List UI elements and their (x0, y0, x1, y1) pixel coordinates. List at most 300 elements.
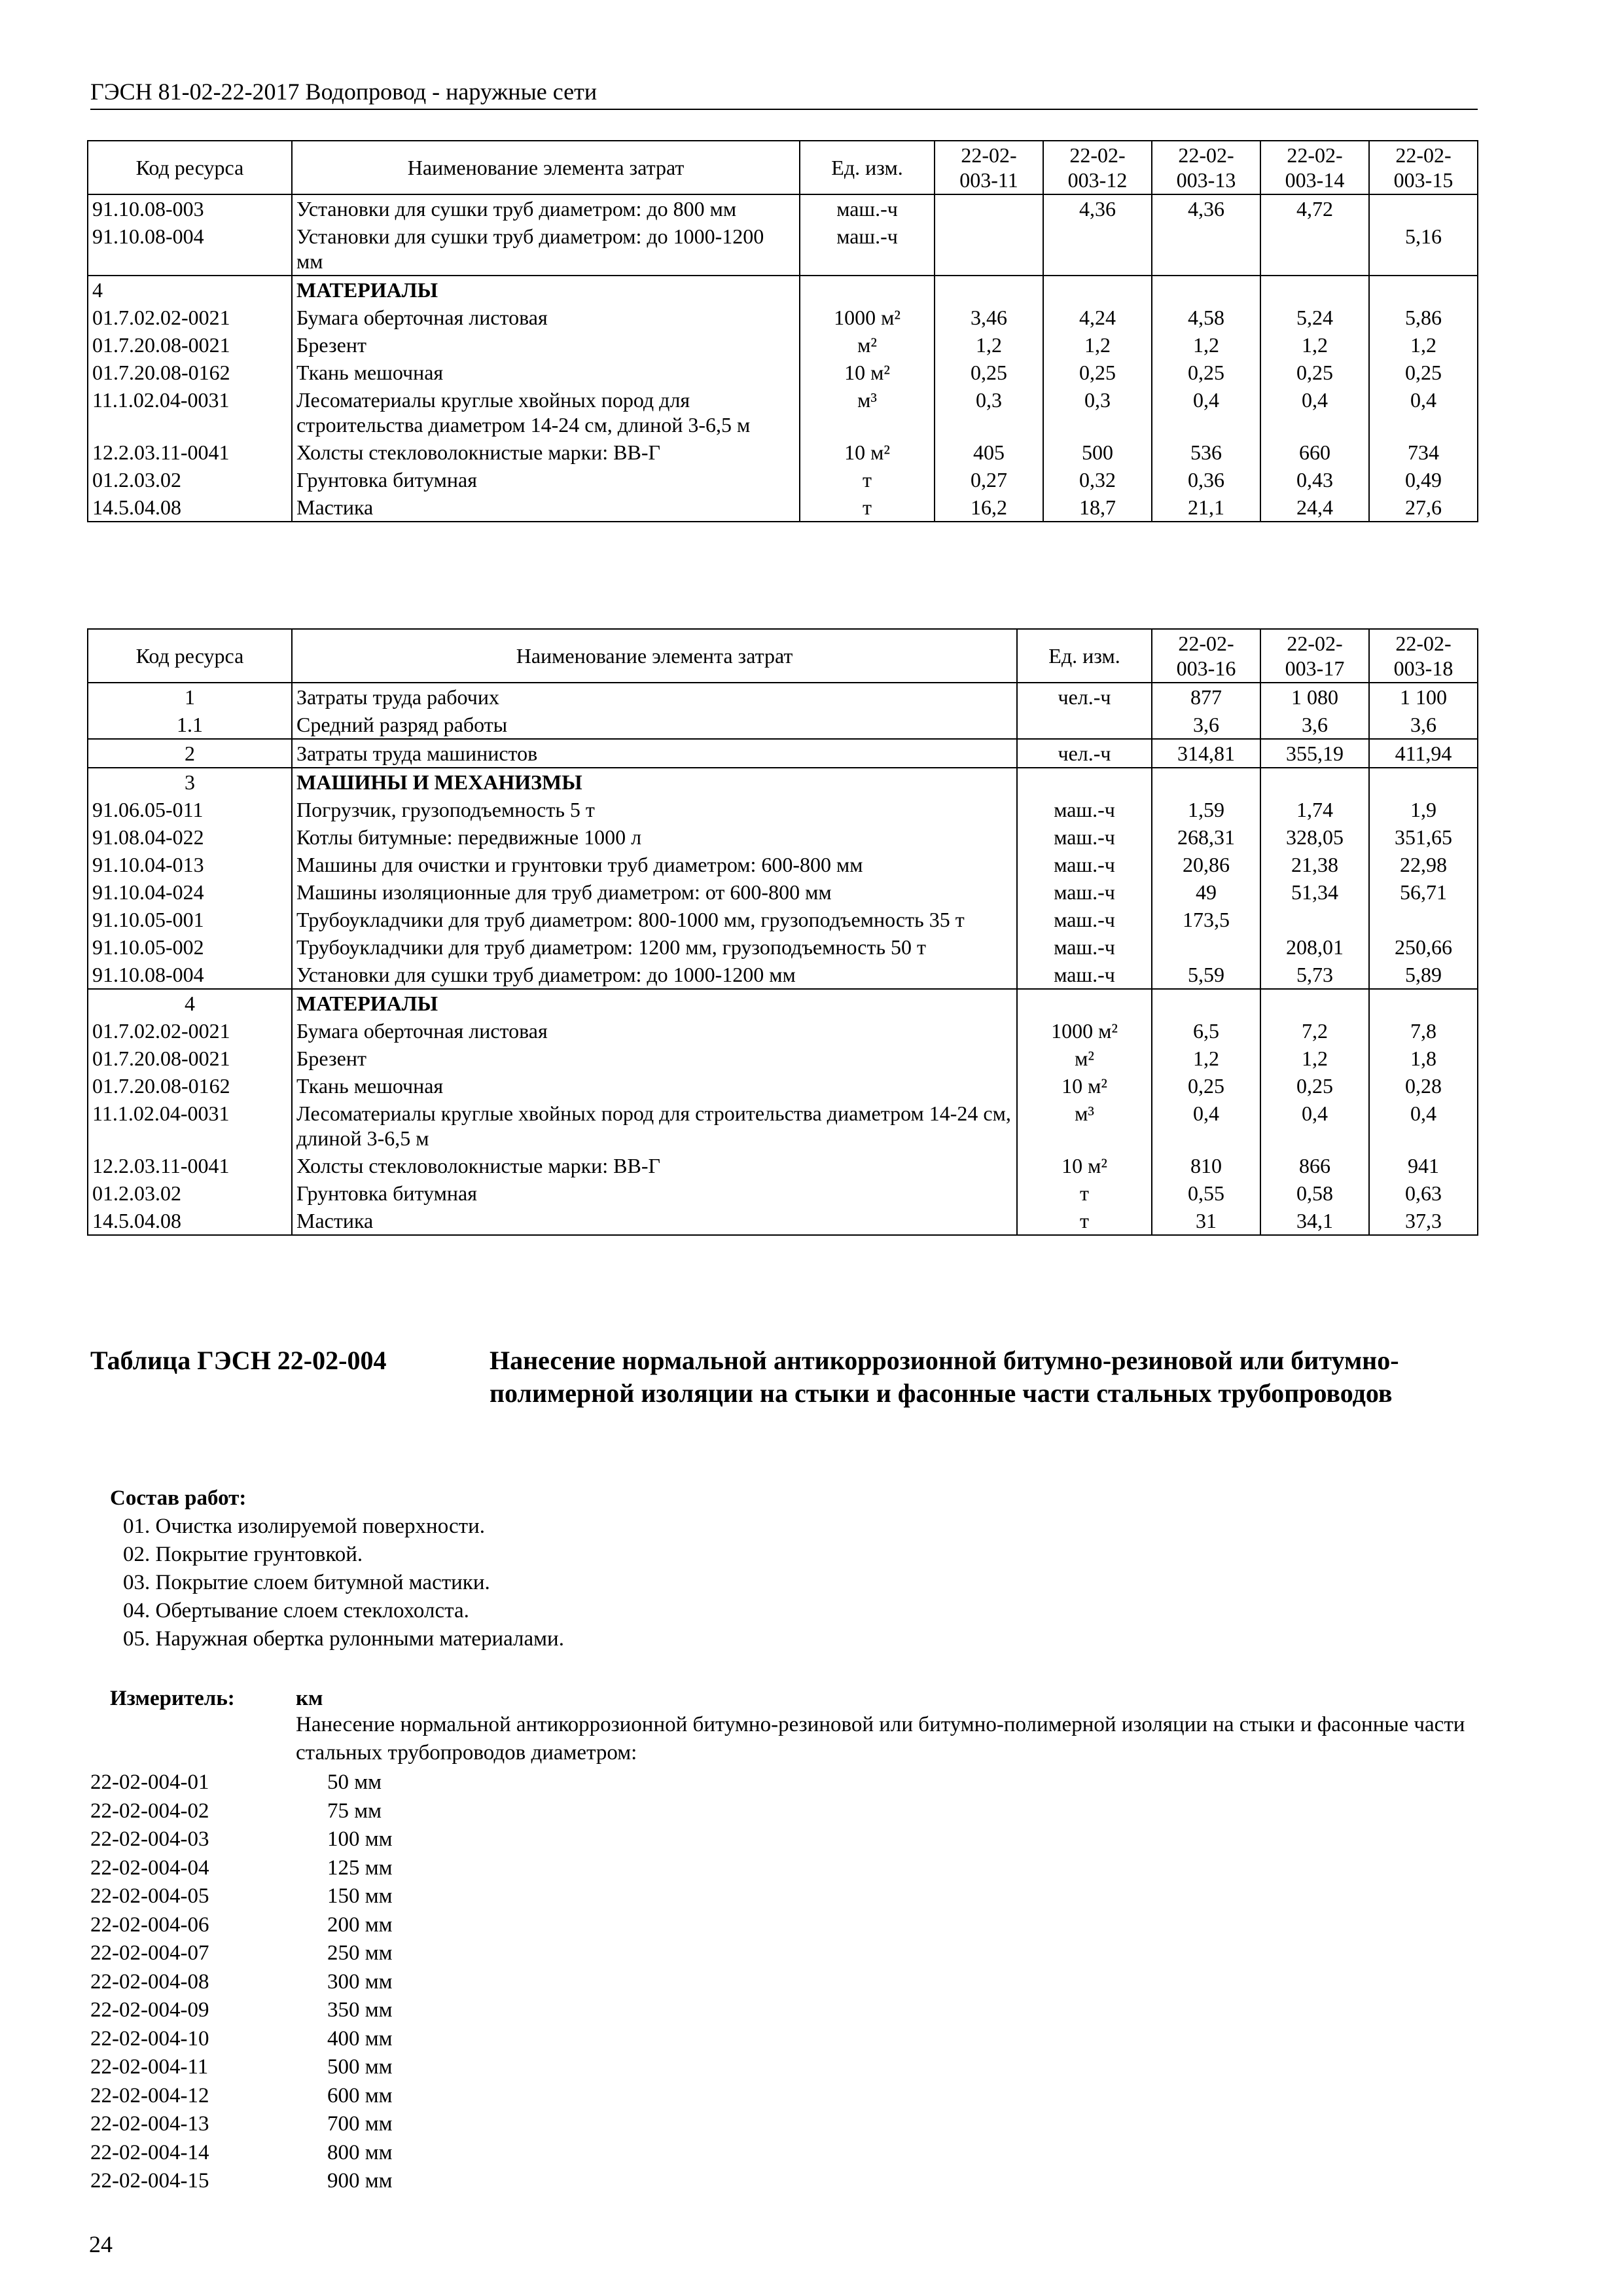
table-title-name: Нанесение нормальной антикоррозионной битумно-резиновой или битумно-полимерной изоляции на стыки и фасонные части стальных трубопроводов (490, 1346, 1399, 1408)
cell-code: 91.10.04-024 (88, 878, 292, 906)
cell-value: 0,4 (1260, 1100, 1369, 1152)
cell-value: 1 080 (1260, 683, 1369, 711)
cell-value: 0,25 (935, 359, 1043, 386)
table-header-row (88, 629, 1478, 683)
cell-code: 91.10.05-001 (88, 906, 292, 933)
list-item (90, 2110, 393, 2139)
item-diameter: 900 мм (327, 2169, 393, 2193)
cell-value: 51,34 (1260, 878, 1369, 906)
item-diameter: 700 мм (327, 2112, 393, 2136)
item-code: 22-02-004-11 (90, 2055, 209, 2079)
cell-name: Холсты стекловолокнистые марки: ВВ-Г (292, 1152, 1017, 1179)
cell-value (1152, 989, 1260, 1017)
cell-name: Установки для сушки труб диаметром: до 1000-1200 мм (292, 961, 1017, 989)
cell-value: 0,36 (1152, 466, 1260, 493)
cell-code: 14.5.04.08 (88, 493, 292, 522)
cell-unit (1017, 711, 1152, 739)
table-row (88, 1179, 1478, 1207)
cell-value: 27,6 (1369, 493, 1478, 522)
cell-code: 1.1 (88, 711, 292, 739)
cell-value: 0,49 (1369, 466, 1478, 493)
cell-unit: 10 м² (1017, 1152, 1152, 1179)
cell-name: Мастика (292, 1207, 1017, 1235)
col-value-header: 22-02- 003-17 (1260, 629, 1369, 683)
cell-code: 91.10.05-002 (88, 933, 292, 961)
table-row (88, 796, 1478, 823)
cell-value (1152, 768, 1260, 796)
list-item (90, 1939, 393, 1968)
cell-unit: 10 м² (800, 359, 935, 386)
cell-unit: чел.-ч (1017, 739, 1152, 768)
col-code-header: Код ресурса (88, 141, 292, 194)
cell-name: Погрузчик, грузоподъемность 5 т (292, 796, 1017, 823)
running-header: ГЭСН 81-02-22-2017 Водопровод - наружные сети (90, 77, 1478, 110)
cell-value: 0,3 (1043, 386, 1152, 439)
cell-name: Холсты стекловолокнистые марки: ВВ-Г (292, 439, 800, 466)
list-item (90, 1996, 393, 2025)
col-code-header: Код ресурса (88, 629, 292, 683)
item-code: 22-02-004-01 (90, 1770, 209, 1794)
cell-code: 01.2.03.02 (88, 466, 292, 493)
cell-name: Затраты труда рабочих (292, 683, 1017, 711)
cell-value: 355,19 (1260, 739, 1369, 768)
cell-value (1369, 906, 1478, 933)
cell-value: 4,36 (1043, 194, 1152, 223)
item-code: 22-02-004-04 (90, 1856, 209, 1880)
cell-code: 4 (88, 276, 292, 304)
list-item (90, 1797, 393, 1826)
cell-value: 1,9 (1369, 796, 1478, 823)
table-row (88, 851, 1478, 878)
cell-unit: т (1017, 1179, 1152, 1207)
cell-value (1260, 768, 1369, 796)
item-diameter: 100 мм (327, 1827, 393, 1851)
cell-unit (800, 276, 935, 304)
table-row (88, 304, 1478, 331)
cell-value: 0,4 (1260, 386, 1369, 439)
table-row (88, 739, 1478, 768)
cell-value: 0,25 (1260, 359, 1369, 386)
cell-value: 1 100 (1369, 683, 1478, 711)
table-row (88, 276, 1478, 304)
cell-value: 1,2 (935, 331, 1043, 359)
cell-value: 0,27 (935, 466, 1043, 493)
item-code: 22-02-004-08 (90, 1969, 209, 1994)
work-item: 03. Покрытие слоем битумной мастики. (123, 1571, 490, 1594)
page-number: 24 (89, 2231, 113, 2257)
cell-code: 91.10.08-004 (88, 223, 292, 276)
cell-value: 351,65 (1369, 823, 1478, 851)
cell-value (1369, 276, 1478, 304)
cell-value: 0,4 (1152, 1100, 1260, 1152)
cell-value (1260, 989, 1369, 1017)
cell-value: 250,66 (1369, 933, 1478, 961)
cell-unit: маш.-ч (1017, 906, 1152, 933)
cell-value: 5,86 (1369, 304, 1478, 331)
cell-value (1043, 223, 1152, 276)
cell-unit: т (1017, 1207, 1152, 1235)
item-diameter: 800 мм (327, 2140, 393, 2164)
list-item (90, 2025, 393, 2054)
table-row (88, 989, 1478, 1017)
cell-unit: маш.-ч (1017, 878, 1152, 906)
cell-code: 01.7.02.02-0021 (88, 1017, 292, 1045)
cell-value: 5,24 (1260, 304, 1369, 331)
table-row (88, 386, 1478, 439)
cell-value (1152, 276, 1260, 304)
work-item: 05. Наружная обертка рулонными материалами. (123, 1627, 564, 1651)
cell-unit: маш.-ч (1017, 796, 1152, 823)
cell-value: 1,2 (1152, 331, 1260, 359)
list-item (90, 1825, 393, 1854)
table-row (88, 768, 1478, 796)
cell-unit: маш.-ч (1017, 823, 1152, 851)
cell-value: 6,5 (1152, 1017, 1260, 1045)
table-row (88, 439, 1478, 466)
cell-value: 0,55 (1152, 1179, 1260, 1207)
cell-unit: т (800, 466, 935, 493)
item-code: 22-02-004-06 (90, 1912, 209, 1937)
item-diameter: 600 мм (327, 2083, 393, 2108)
cell-value: 1,2 (1152, 1045, 1260, 1072)
cell-code: 91.08.04-022 (88, 823, 292, 851)
cell-value: 21,38 (1260, 851, 1369, 878)
cell-value: 866 (1260, 1152, 1369, 1179)
cell-unit: 10 м² (1017, 1072, 1152, 1100)
table-row (88, 1100, 1478, 1152)
cell-value: 3,6 (1369, 711, 1478, 739)
cell-value: 22,98 (1369, 851, 1478, 878)
item-diameter: 50 мм (327, 1770, 382, 1794)
cell-name: Машины для очистки и грунтовки труб диаметром: 600-800 мм (292, 851, 1017, 878)
cell-value: 0,25 (1043, 359, 1152, 386)
item-code: 22-02-004-09 (90, 1998, 209, 2022)
cell-value (1369, 768, 1478, 796)
cell-value: 37,3 (1369, 1207, 1478, 1235)
item-code: 22-02-004-05 (90, 1884, 209, 1908)
cell-code: 12.2.03.11-0041 (88, 439, 292, 466)
item-diameter: 500 мм (327, 2055, 393, 2079)
cell-name: Грунтовка битумная (292, 466, 800, 493)
cell-value: 0,4 (1369, 1100, 1478, 1152)
item-code: 22-02-004-07 (90, 1941, 209, 1965)
cell-unit: чел.-ч (1017, 683, 1152, 711)
cell-value: 536 (1152, 439, 1260, 466)
cell-value: 4,58 (1152, 304, 1260, 331)
work-composition (110, 1484, 564, 1653)
cell-name: Трубоукладчики для труб диаметром: 1200 мм, грузоподъемность 50 т (292, 933, 1017, 961)
item-diameter: 400 мм (327, 2026, 393, 2051)
cell-code: 91.10.08-004 (88, 961, 292, 989)
cell-name: Брезент (292, 1045, 1017, 1072)
col-name-header: Наименование элемента затрат (292, 141, 800, 194)
cell-value: 0,28 (1369, 1072, 1478, 1100)
table-row (88, 683, 1478, 711)
col-value-header: 22-02- 003-13 (1152, 141, 1260, 194)
cell-value (1369, 989, 1478, 1017)
cell-code: 14.5.04.08 (88, 1207, 292, 1235)
cell-value: 3,6 (1260, 711, 1369, 739)
cell-value: 0,4 (1369, 386, 1478, 439)
list-item (90, 1768, 393, 1797)
cell-value: 411,94 (1369, 739, 1478, 768)
cell-value: 0,43 (1260, 466, 1369, 493)
cell-unit: м³ (800, 386, 935, 439)
table-row (88, 906, 1478, 933)
cell-value: 810 (1152, 1152, 1260, 1179)
work-item: 04. Обертывание слоем стеклохолста. (123, 1599, 469, 1623)
cell-value: 7,2 (1260, 1017, 1369, 1045)
cell-value: 1,2 (1260, 331, 1369, 359)
cell-value: 5,73 (1260, 961, 1369, 989)
cell-code: 01.7.20.08-0021 (88, 1045, 292, 1072)
cell-value: 500 (1043, 439, 1152, 466)
cell-value: 7,8 (1369, 1017, 1478, 1045)
cell-name: Мастика (292, 493, 800, 522)
cell-unit: 10 м² (800, 439, 935, 466)
cell-value: 208,01 (1260, 933, 1369, 961)
cell-name: Брезент (292, 331, 800, 359)
table-title-label: Таблица ГЭСН 22-02-004 (90, 1346, 387, 1375)
col-name-header: Наименование элемента затрат (292, 629, 1017, 683)
cell-value (1260, 223, 1369, 276)
cell-name: Лесоматериалы круглые хвойных пород для строительства диаметром 14-24 см, длиной 3-6,5 м (292, 1100, 1017, 1152)
cell-value: 31 (1152, 1207, 1260, 1235)
item-code: 22-02-004-14 (90, 2140, 209, 2164)
cell-code: 91.10.04-013 (88, 851, 292, 878)
cell-value: 4,72 (1260, 194, 1369, 223)
cell-name: Средний разряд работы (292, 711, 1017, 739)
cell-value: 5,59 (1152, 961, 1260, 989)
cell-code: 12.2.03.11-0041 (88, 1152, 292, 1179)
resource-table-2 (87, 628, 1478, 1236)
meter-description: Нанесение нормальной антикоррозионной битумно-резиновой или битумно-полимерной изоляции на стыки и фасонные части стальных трубопроводов диаметром: (296, 1713, 1465, 1765)
work-composition-label: Состав работ: (110, 1486, 247, 1510)
table-row (88, 933, 1478, 961)
cell-value: 4,36 (1152, 194, 1260, 223)
cell-value: 328,05 (1260, 823, 1369, 851)
cell-value: 0,4 (1152, 386, 1260, 439)
work-item: 01. Очистка изолируемой поверхности. (123, 1515, 486, 1538)
cell-value: 34,1 (1260, 1207, 1369, 1235)
table-row (88, 1152, 1478, 1179)
meter-unit: км (296, 1687, 323, 1710)
cell-name: Машины изоляционные для труб диаметром: от 600-800 мм (292, 878, 1017, 906)
cell-name: Установки для сушки труб диаметром: до 1000-1200 мм (292, 223, 800, 276)
cell-value: 0,58 (1260, 1179, 1369, 1207)
col-value-header: 22-02- 003-12 (1043, 141, 1152, 194)
col-value-header: 22-02- 003-16 (1152, 629, 1260, 683)
cell-value: 1,74 (1260, 796, 1369, 823)
cell-code: 01.7.02.02-0021 (88, 304, 292, 331)
cell-name: Затраты труда машинистов (292, 739, 1017, 768)
cell-value: 3,46 (935, 304, 1043, 331)
item-diameter: 75 мм (327, 1799, 382, 1823)
list-item (90, 2139, 393, 2168)
table-row (88, 223, 1478, 276)
cell-unit: маш.-ч (800, 223, 935, 276)
cell-value: 16,2 (935, 493, 1043, 522)
table-row (88, 961, 1478, 989)
item-diameter: 150 мм (327, 1884, 393, 1908)
table-row (88, 878, 1478, 906)
cell-name: Ткань мешочная (292, 359, 800, 386)
cell-unit: м² (800, 331, 935, 359)
cell-code: 2 (88, 739, 292, 768)
cell-code: 01.7.20.08-0021 (88, 331, 292, 359)
cell-value (935, 223, 1043, 276)
code-list (90, 1768, 393, 2196)
cell-unit (1017, 768, 1152, 796)
cell-value: 5,16 (1369, 223, 1478, 276)
cell-value: 941 (1369, 1152, 1478, 1179)
cell-value: 0,63 (1369, 1179, 1478, 1207)
item-code: 22-02-004-13 (90, 2112, 209, 2136)
cell-value: 1,2 (1043, 331, 1152, 359)
cell-value: 660 (1260, 439, 1369, 466)
cell-value: 1,59 (1152, 796, 1260, 823)
cell-value: 877 (1152, 683, 1260, 711)
item-diameter: 300 мм (327, 1969, 393, 1994)
list-item (90, 2167, 393, 2196)
cell-value: 734 (1369, 439, 1478, 466)
col-value-header: 22-02- 003-11 (935, 141, 1043, 194)
item-diameter: 350 мм (327, 1998, 393, 2022)
cell-unit: м³ (1017, 1100, 1152, 1152)
cell-code: 01.7.20.08-0162 (88, 1072, 292, 1100)
cell-code: 91.06.05-011 (88, 796, 292, 823)
cell-name: Ткань мешочная (292, 1072, 1017, 1100)
cell-unit: маш.-ч (1017, 933, 1152, 961)
cell-value (1260, 906, 1369, 933)
item-code: 22-02-004-03 (90, 1827, 209, 1851)
cell-code: 11.1.02.04-0031 (88, 1100, 292, 1152)
table-row (88, 1017, 1478, 1045)
cell-name: Трубоукладчики для труб диаметром: 800-1000 мм, грузоподъемность 35 т (292, 906, 1017, 933)
cell-value: 0,25 (1260, 1072, 1369, 1100)
table-row (88, 823, 1478, 851)
cell-value: 49 (1152, 878, 1260, 906)
cell-value (935, 276, 1043, 304)
table-row (88, 466, 1478, 493)
cell-name: Грунтовка битумная (292, 1179, 1017, 1207)
table-row (88, 711, 1478, 739)
cell-value: 5,89 (1369, 961, 1478, 989)
cell-name: МАТЕРИАЛЫ (292, 276, 800, 304)
cell-value: 0,25 (1152, 1072, 1260, 1100)
cell-value: 1,2 (1260, 1045, 1369, 1072)
cell-unit: 1000 м² (800, 304, 935, 331)
cell-code: 11.1.02.04-0031 (88, 386, 292, 439)
cell-value (1369, 194, 1478, 223)
table-row (88, 1045, 1478, 1072)
cell-unit: маш.-ч (1017, 961, 1152, 989)
list-item (90, 1854, 393, 1883)
list-item (90, 1968, 393, 1997)
table-row (88, 331, 1478, 359)
table-row (88, 1207, 1478, 1235)
item-code: 22-02-004-15 (90, 2169, 209, 2193)
table-row (88, 493, 1478, 522)
cell-value (935, 194, 1043, 223)
item-diameter: 250 мм (327, 1941, 393, 1965)
cell-value: 173,5 (1152, 906, 1260, 933)
cell-name: Бумага оберточная листовая (292, 1017, 1017, 1045)
cell-value (1152, 933, 1260, 961)
cell-value: 24,4 (1260, 493, 1369, 522)
cell-name: Установки для сушки труб диаметром: до 800 мм (292, 194, 800, 223)
cell-value (1043, 276, 1152, 304)
table-row (88, 1072, 1478, 1100)
cell-unit: 1000 м² (1017, 1017, 1152, 1045)
cell-name: Котлы битумные: передвижные 1000 л (292, 823, 1017, 851)
cell-code: 91.10.08-003 (88, 194, 292, 223)
list-item (90, 1882, 393, 1911)
item-diameter: 125 мм (327, 1856, 393, 1880)
item-diameter: 200 мм (327, 1912, 393, 1937)
cell-name: Бумага оберточная листовая (292, 304, 800, 331)
cell-value (1152, 223, 1260, 276)
cell-unit: м² (1017, 1045, 1152, 1072)
list-item (90, 1911, 393, 1940)
cell-code: 4 (88, 989, 292, 1017)
col-value-header: 22-02- 003-15 (1369, 141, 1478, 194)
cell-value: 0,25 (1369, 359, 1478, 386)
col-value-header: 22-02- 003-18 (1369, 629, 1478, 683)
cell-value: 0,3 (935, 386, 1043, 439)
col-unit-header: Ед. изм. (800, 141, 935, 194)
table-row (88, 194, 1478, 223)
cell-code: 01.2.03.02 (88, 1179, 292, 1207)
table-row (88, 359, 1478, 386)
list-item (90, 2082, 393, 2111)
cell-value: 21,1 (1152, 493, 1260, 522)
cell-name: МАШИНЫ И МЕХАНИЗМЫ (292, 768, 1017, 796)
cell-unit: т (800, 493, 935, 522)
cell-value: 20,86 (1152, 851, 1260, 878)
cell-value: 1,8 (1369, 1045, 1478, 1072)
cell-name: МАТЕРИАЛЫ (292, 989, 1017, 1017)
cell-value: 314,81 (1152, 739, 1260, 768)
cell-value: 1,2 (1369, 331, 1478, 359)
cell-value: 0,25 (1152, 359, 1260, 386)
cell-value: 268,31 (1152, 823, 1260, 851)
cell-value (1260, 276, 1369, 304)
cell-unit: маш.-ч (1017, 851, 1152, 878)
resource-table-1 (87, 140, 1478, 522)
col-value-header: 22-02- 003-14 (1260, 141, 1369, 194)
cell-value: 56,71 (1369, 878, 1478, 906)
list-item (90, 2053, 393, 2082)
col-unit-header: Ед. изм. (1017, 629, 1152, 683)
work-item: 02. Покрытие грунтовкой. (123, 1543, 363, 1566)
cell-code: 01.7.20.08-0162 (88, 359, 292, 386)
cell-value: 405 (935, 439, 1043, 466)
cell-value: 18,7 (1043, 493, 1152, 522)
cell-name: Лесоматериалы круглые хвойных пород для строительства диаметром 14-24 см, длиной 3-6,5 м (292, 386, 800, 439)
cell-code: 3 (88, 768, 292, 796)
cell-value: 0,32 (1043, 466, 1152, 493)
cell-value: 4,24 (1043, 304, 1152, 331)
cell-unit (1017, 989, 1152, 1017)
item-code: 22-02-004-10 (90, 2026, 209, 2051)
cell-value: 3,6 (1152, 711, 1260, 739)
table-header-row (88, 141, 1478, 194)
item-code: 22-02-004-02 (90, 1799, 209, 1823)
cell-code: 1 (88, 683, 292, 711)
item-code: 22-02-004-12 (90, 2083, 209, 2108)
meter-label: Измеритель: (110, 1687, 235, 1710)
